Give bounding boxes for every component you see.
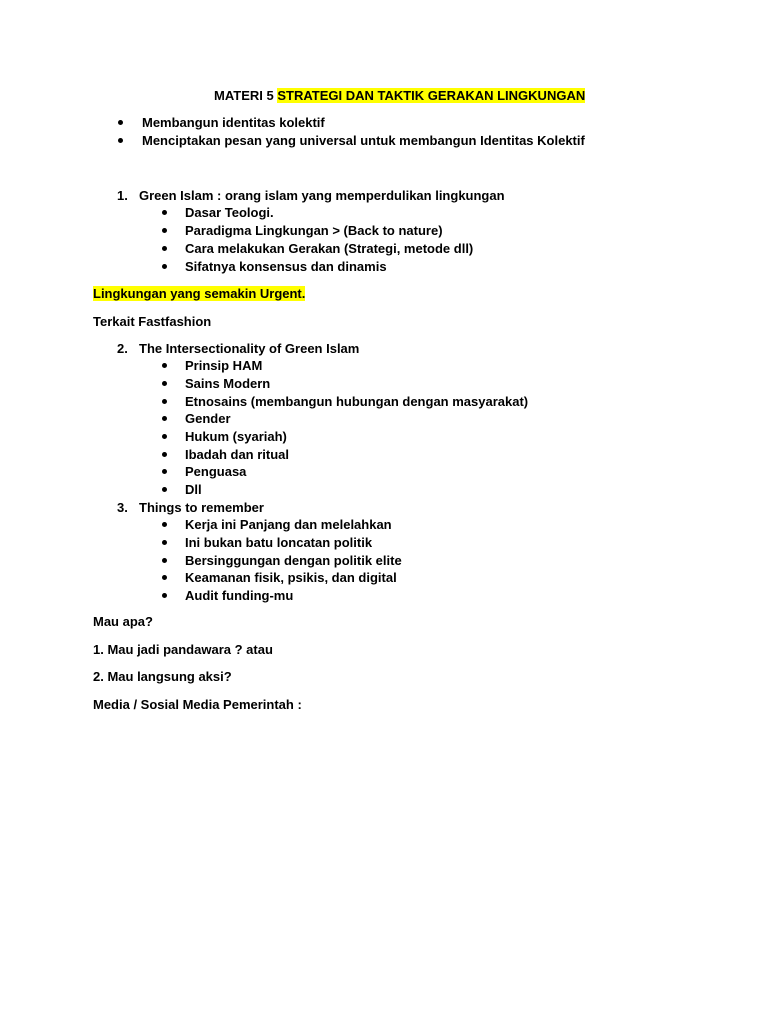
bullet-icon xyxy=(162,452,167,457)
bullet-icon xyxy=(162,264,167,269)
bullet-icon xyxy=(162,399,167,404)
section1-item: Cara melakukan Gerakan (Strategi, metode dll) xyxy=(185,241,474,256)
section3-item: Ini bukan batu loncatan politik xyxy=(185,535,373,550)
section2-item: Etnosains (membangun hubungan dengan masyarakat) xyxy=(185,394,529,409)
closing-line: 1. Mau jadi pandawara ? atau xyxy=(93,642,273,657)
bullet-icon xyxy=(118,138,123,143)
bullet-icon xyxy=(162,210,167,215)
fastfashion-note: Terkait Fastfashion xyxy=(93,314,212,329)
section3-number: 3. xyxy=(117,500,128,515)
closing-line: 2. Mau langsung aksi? xyxy=(93,669,232,684)
section1-heading: Green Islam : orang islam yang memperdulikan lingkungan xyxy=(139,188,505,203)
section2-number: 2. xyxy=(117,341,128,356)
section2-heading: The Intersectionality of Green Islam xyxy=(139,341,360,356)
section2-item: Hukum (syariah) xyxy=(185,429,287,444)
intro-bullet-item: Membangun identitas kolektif xyxy=(142,115,325,130)
section3-heading: Things to remember xyxy=(139,500,264,515)
bullet-icon xyxy=(162,381,167,386)
bullet-icon xyxy=(162,469,167,474)
section1-number: 1. xyxy=(117,188,128,203)
bullet-icon xyxy=(162,575,167,580)
bullet-icon xyxy=(162,416,167,421)
bullet-icon xyxy=(162,363,167,368)
section3-item: Keamanan fisik, psikis, dan digital xyxy=(185,570,397,585)
title-prefix: MATERI 5 xyxy=(214,88,278,103)
bullet-icon xyxy=(162,487,167,492)
bullet-icon xyxy=(162,593,167,598)
title-highlight: STRATEGI DAN TAKTIK GERAKAN LINGKUNGAN xyxy=(277,88,586,103)
urgent-note xyxy=(93,286,305,302)
section3-item: Bersinggungan dengan politik elite xyxy=(185,553,402,568)
document-title xyxy=(214,88,585,104)
bullet-icon xyxy=(162,540,167,545)
section2-item: Dll xyxy=(185,482,202,497)
section1-item: Dasar Teologi. xyxy=(185,205,274,220)
bullet-icon xyxy=(118,120,123,125)
bullet-icon xyxy=(162,434,167,439)
section2-item: Penguasa xyxy=(185,464,247,479)
section2-item: Sains Modern xyxy=(185,376,271,391)
section3-item: Kerja ini Panjang dan melelahkan xyxy=(185,517,392,532)
section1-item: Paradigma Lingkungan > (Back to nature) xyxy=(185,223,443,238)
bullet-icon xyxy=(162,228,167,233)
closing-line: Mau apa? xyxy=(93,614,153,629)
bullet-icon xyxy=(162,522,167,527)
section2-item: Gender xyxy=(185,411,231,426)
section1-item: Sifatnya konsensus dan dinamis xyxy=(185,259,387,274)
bullet-icon xyxy=(162,246,167,251)
section2-item: Prinsip HAM xyxy=(185,358,263,373)
section2-item: Ibadah dan ritual xyxy=(185,447,290,462)
closing-line: Media / Sosial Media Pemerintah : xyxy=(93,697,302,712)
urgent-text: Lingkungan yang semakin Urgent. xyxy=(93,286,306,301)
intro-bullet-item: Menciptakan pesan yang universal untuk membangun Identitas Kolektif xyxy=(142,133,585,148)
bullet-icon xyxy=(162,558,167,563)
section3-item: Audit funding-mu xyxy=(185,588,294,603)
